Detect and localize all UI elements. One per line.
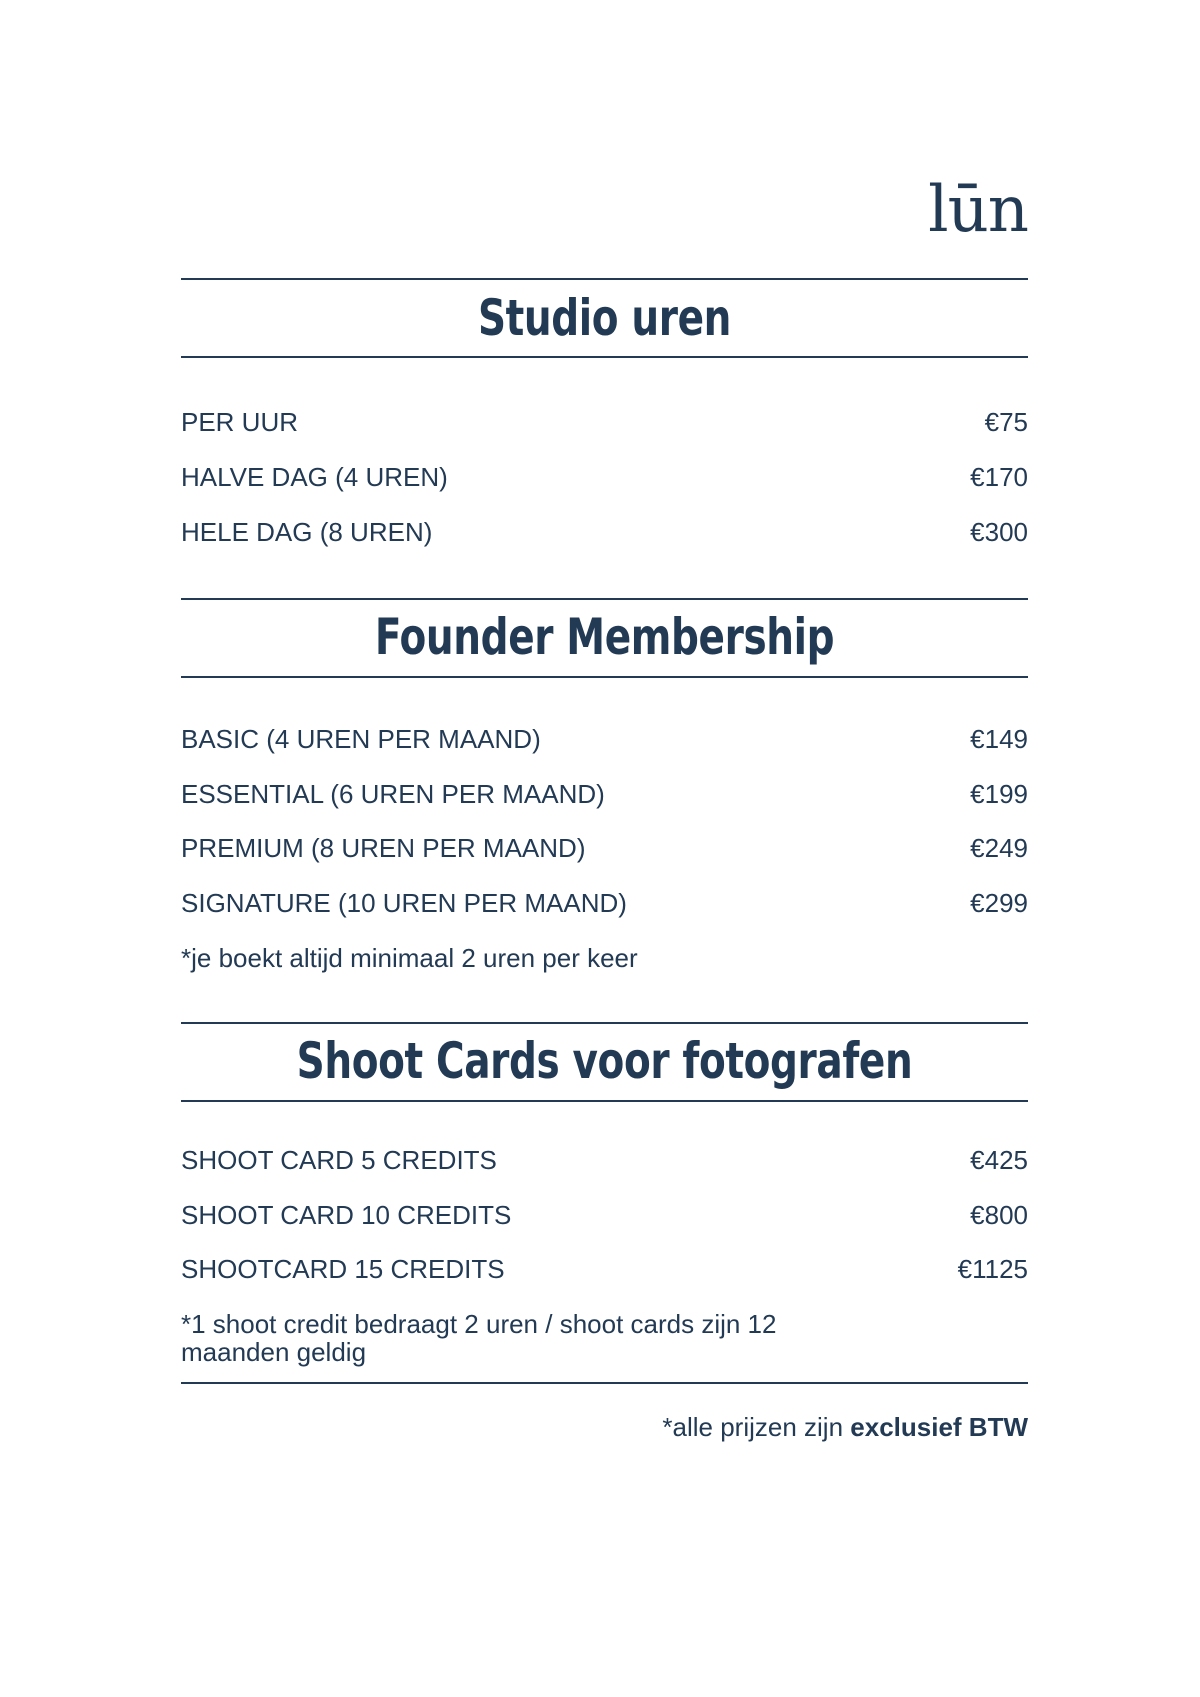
footer-divider bbox=[181, 1382, 1028, 1384]
price-row-label: ESSENTIAL (6 UREN PER MAAND) bbox=[181, 779, 605, 809]
vat-footnote-bold: exclusief BTW bbox=[850, 1412, 1028, 1442]
section-divider-bottom bbox=[181, 676, 1028, 678]
price-row-label: BASIC (4 UREN PER MAAND) bbox=[181, 724, 541, 754]
price-row-amount: €300 bbox=[970, 517, 1028, 547]
price-row bbox=[181, 1252, 1028, 1286]
section-note: *1 shoot credit bedraagt 2 uren / shoot cards zijn 12 maanden geldig bbox=[181, 1309, 777, 1367]
price-row bbox=[181, 722, 1028, 756]
vat-footnote bbox=[662, 1410, 1028, 1444]
price-row bbox=[181, 1143, 1028, 1177]
price-row-amount: €75 bbox=[984, 407, 1028, 437]
vat-footnote-prefix: *alle prijzen zijn bbox=[662, 1412, 851, 1442]
price-row bbox=[181, 405, 1028, 439]
price-row-amount: €149 bbox=[970, 724, 1028, 754]
price-row bbox=[181, 886, 1028, 920]
price-row bbox=[181, 777, 1028, 811]
price-row-amount: €299 bbox=[970, 888, 1028, 918]
price-row-label: SHOOT CARD 5 CREDITS bbox=[181, 1145, 497, 1175]
section-heading-studio-uren: Studio uren bbox=[477, 289, 732, 347]
price-row-amount: €199 bbox=[970, 779, 1028, 809]
price-row-amount: €425 bbox=[970, 1145, 1028, 1175]
price-row-label: PER UUR bbox=[181, 407, 299, 437]
section-divider-top bbox=[181, 1022, 1028, 1024]
price-row-label: HALVE DAG (4 UREN) bbox=[181, 462, 448, 492]
price-row-label: PREMIUM (8 UREN PER MAAND) bbox=[181, 833, 586, 863]
price-row-amount: €1125 bbox=[957, 1254, 1028, 1284]
section-divider-top bbox=[181, 278, 1028, 280]
price-row bbox=[181, 1198, 1028, 1232]
price-row bbox=[181, 460, 1028, 494]
section-divider-top bbox=[181, 598, 1028, 600]
price-row-label: SHOOT CARD 10 CREDITS bbox=[181, 1200, 512, 1230]
section-heading-founder-membership: Founder Membership bbox=[374, 608, 835, 666]
price-row-amount: €800 bbox=[970, 1200, 1028, 1230]
price-list-page bbox=[181, 0, 1028, 1697]
section-note: *je boekt altijd minimaal 2 uren per keer bbox=[181, 943, 638, 973]
price-row-label: SIGNATURE (10 UREN PER MAAND) bbox=[181, 888, 627, 918]
price-row-amount: €170 bbox=[970, 462, 1028, 492]
section-divider-bottom bbox=[181, 356, 1028, 358]
price-row-label: HELE DAG (8 UREN) bbox=[181, 517, 433, 547]
price-row bbox=[181, 515, 1028, 549]
price-row bbox=[181, 831, 1028, 865]
section-heading-shoot-cards: Shoot Cards voor fotografen bbox=[296, 1032, 913, 1090]
price-row-amount: €249 bbox=[970, 833, 1028, 863]
brand-logo: lūn bbox=[928, 173, 1028, 247]
price-row-label: SHOOTCARD 15 CREDITS bbox=[181, 1254, 505, 1284]
section-divider-bottom bbox=[181, 1100, 1028, 1102]
